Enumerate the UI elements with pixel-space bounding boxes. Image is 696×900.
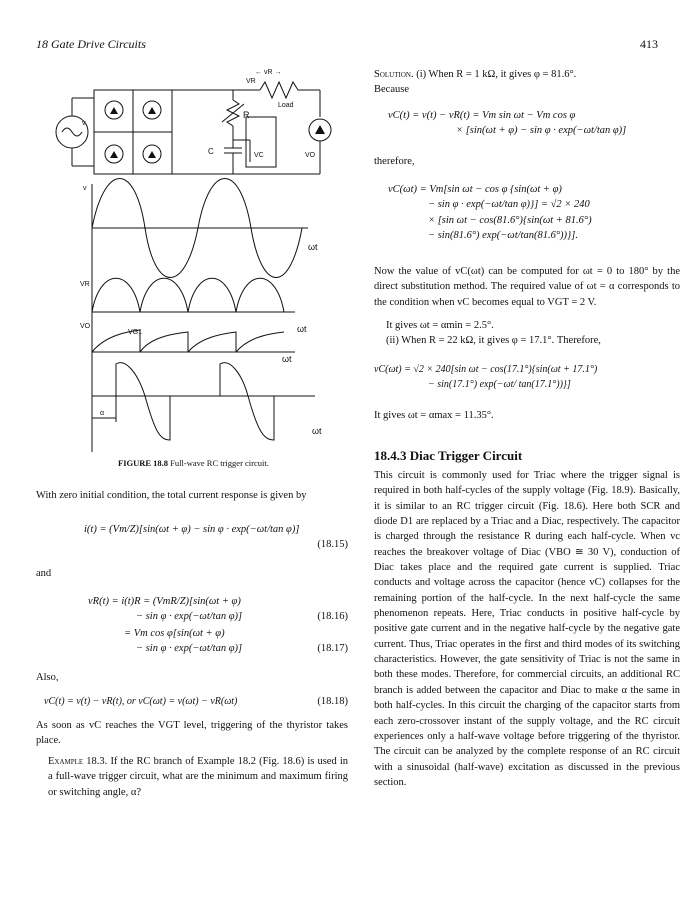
equation-number: (18.18) [317, 696, 348, 707]
and-text: and [36, 568, 52, 579]
paragraph-diac: This circuit is commonly used for Triac where the trigger signal is required in both half-cycles of the supply voltage (Fig. 18.9). Basically, it is similar to an RC trigger circuit (Fig. 18.6). Here both SCR and diode D1 are replaced by a Triac and a Diac, respectively. The capacitor is charged through the resistance R during each half-cycle. When vc reaches the breakover voltage of Diac (VBO ≅ 30 V), conduction of Diac takes place and the required gate current is supplied. Triac conducts and voltage across the capacitor (hence vC) collapses for the remaining portion of the half-cycle. In the next half-cycle the same phenomenon repeats. Here, Triac conducts in positive half-cycle by positive gate current and in the negative half-cycle by the negative gate current. Thus, Triac operates in the first and third modes of its switching characteristics. However, the gate sensitivity of Triac is not the same in both these modes. Therefore, for commercial circuits, an additional RC branch is added between the capacitor and Diac to make α the same in both half-cycles. In this circuit the charging of the capacitor starts from each zero-crossover instant of the supply voltage, and the RC circuit experiences only a half-wave voltage before triggering of the thyristor. The circuit can be analyzed by the complete response of an RC circuit with a sinusoidal (half-wave) excitation as discussed in the previous section. [374, 470, 680, 788]
vr-arrow-label: ← vR → [255, 69, 282, 76]
equation-number: (18.15) [317, 539, 348, 551]
wt-label-3: ωt [282, 354, 292, 364]
vr-axis-label: VR [80, 281, 90, 288]
v-axis-label: v [83, 185, 87, 192]
equation-vc [374, 108, 680, 139]
solution [374, 67, 680, 98]
figure-caption [118, 458, 269, 468]
vr-waveform [92, 278, 284, 312]
figure-caption-text: Full-wave RC trigger circuit. [170, 458, 269, 468]
equation-vc-22k [374, 362, 680, 393]
left-column [36, 488, 348, 503]
also-text: Also, [36, 672, 59, 683]
vo-axis-label: VO [80, 323, 91, 330]
equation-18-17 [36, 626, 348, 657]
equation-text: = Vm cos φ[sin(ωt + φ) [124, 628, 225, 639]
running-header: 18 Gate Drive Circuits [36, 37, 146, 51]
solution-label: Solution. [374, 69, 414, 80]
case-ii-text: (ii) When R = 22 kΩ, it gives φ = 17.1°. Therefore, [386, 335, 601, 346]
paragraph-response: With zero initial condition, the total current response is given by [36, 490, 307, 501]
equation-18-18 [36, 694, 348, 709]
equation-text: − sin(81.6°) exp(−ωt/tan(81.6°))}]. [428, 230, 578, 242]
solution-text: (i) When R = 1 kΩ, it gives φ = 81.6°. [416, 69, 577, 80]
paragraph-substitution: Now the value of vC(ωt) can be computed for ωt = 0 to 180° by the direct substitution method. The required value of ωt = α corresponds to the condition when vC becomes equal to VGT = 2 V. [374, 266, 680, 308]
equation-vc-expanded [374, 182, 680, 244]
r-label: R [243, 110, 250, 120]
load-label: Load [278, 102, 294, 109]
alpha-min-text: It gives ωt = αmin = 2.5°. [386, 320, 494, 331]
equation-number: (18.17) [317, 643, 348, 655]
vc-waveform [92, 330, 284, 352]
because-text: Because [374, 84, 409, 96]
vc-label: VC [254, 152, 264, 159]
therefore-text: therefore, [374, 156, 415, 167]
example-label: Example 18.3. [48, 756, 108, 767]
equation-text: − sin φ · exp(−ωt/tan φ)] [136, 643, 243, 655]
example-text: If the RC branch of Example 18.2 (Fig. 18.6) is used in a full-wave trigger circuit, what are the minimum and maximum firing or switching angle, α? [48, 756, 348, 798]
c-label: C [208, 147, 214, 156]
section-title: 18.4.3 Diac Trigger Circuit [374, 448, 523, 463]
equation-text: × [sin ωt − cos(81.6°){sin(ωt + 81.6°) [428, 214, 592, 226]
equation-text: i(t) = (Vm/Z)[sin(ωt + φ) − sin φ · exp(−ωt/tan φ)] [84, 524, 300, 535]
equation-number: (18.16) [317, 611, 348, 623]
page-number: 413 [640, 37, 658, 51]
load-waveform [116, 363, 274, 440]
vr-label: VR [246, 78, 256, 85]
vg1-label: VG1 [128, 329, 143, 336]
equation-text: vC(t) = v(t) − vR(t) = Vm sin ωt − Vm cos φ [388, 110, 576, 121]
paragraph-trigger: As soon as vC reaches the VGT level, triggering of the thyristor takes place. [36, 720, 348, 747]
equation-text: − sin φ · exp(−ωt/tan φ)}] = √2 × 240 [428, 199, 590, 211]
equation-text: vC(t) = v(t) − vR(t), or vC(ωt) = v(ωt) − vR(ωt) [44, 696, 238, 707]
equation-18-15 [36, 522, 348, 552]
equation-18-16 [36, 594, 348, 625]
equation-text: vC(ωt) = √2 × 240[sin ωt − cos(17.1°){sin(ωt + 17.1°) [374, 364, 598, 375]
wt-label-1: ωt [308, 242, 318, 252]
v-label: v [82, 120, 86, 127]
equation-text: vR(t) = i(t)R = (VmR/Z)[sin(ωt + φ) [88, 596, 241, 607]
wt-label-2: ωt [297, 324, 307, 334]
figure-caption-label: FIGURE 18.8 [118, 458, 169, 468]
figure-drawing [50, 62, 350, 474]
equation-text: vC(ωt) = Vm[sin ωt − cos φ {sin(ωt + φ) [388, 184, 562, 195]
equation-text: × [sin(ωt + φ) − sin φ · exp(−ωt/tan φ)] [456, 125, 627, 137]
vo-label: VO [305, 152, 316, 159]
load-resistor [260, 82, 320, 98]
figure-18-8 [50, 62, 350, 474]
wt-label-4: ωt [312, 426, 322, 436]
example-18-3 [36, 754, 348, 800]
equation-text: − sin φ · exp(−ωt/tan φ)] [136, 611, 243, 623]
alpha-label: α [100, 410, 105, 417]
alpha-max-text: It gives ωt = αmax = 11.35°. [374, 410, 494, 421]
equation-text: − sin(17.1°) exp(−ωt/ tan(17.1°))}] [428, 379, 571, 391]
